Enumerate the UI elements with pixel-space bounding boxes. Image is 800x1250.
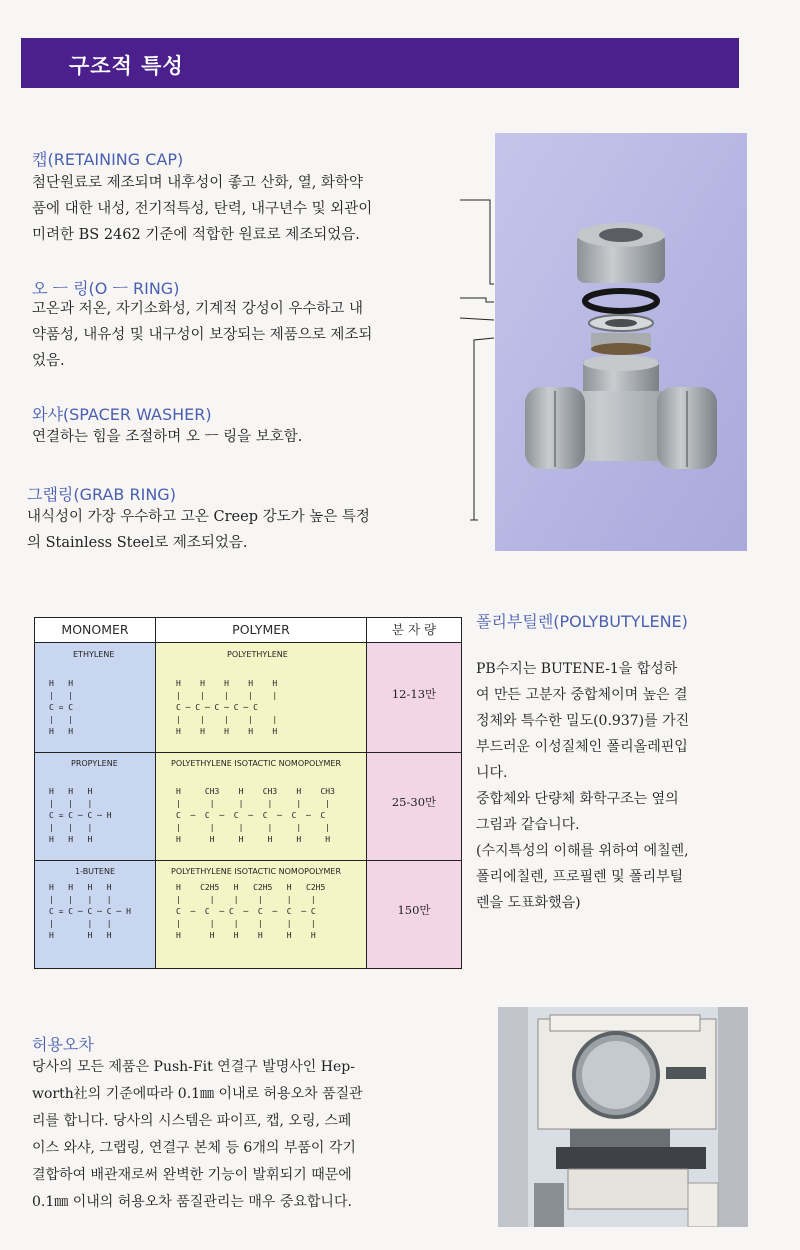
pipe-fitting-photo (495, 133, 747, 551)
washer-description (32, 424, 452, 450)
molecular-weight: 150만 (397, 903, 431, 917)
oring-description (32, 296, 452, 374)
washer-line: 연결하는 힘을 조절하며 오 ㅡ 링을 보호함. (32, 429, 303, 445)
page-header (21, 38, 739, 88)
molecular-weight: 12-13만 (391, 687, 437, 701)
oring-line: 었음. (32, 353, 65, 369)
pb-line: 니다. (476, 765, 508, 781)
monomer-header: MONOMER (35, 618, 156, 643)
page-title: 구조적 특성 (69, 54, 184, 78)
cap-title: 캡(RETAINING CAP) (32, 150, 184, 169)
tolerance-line: worth社의 기준에따라 0.1㎜ 이내로 허용오차 품질관 (32, 1086, 363, 1102)
pb-line: 렌을 도표화했음) (476, 895, 581, 911)
weight-header: 분 자 량 (367, 618, 461, 643)
cap-line: 품에 대한 내성, 전기적특성, 탄력, 내구년수 및 외관이 (32, 201, 373, 217)
polymer-structure: H CH3 H CH3 H CH3 | | | | | | C ─ C ─ C ─ C ─ C ─ C | | | | | | H H H H H H (176, 787, 335, 844)
pb-line: 여 만든 고분자 중합체이며 높은 결 (476, 687, 688, 703)
polymer-name: POLYETHYLENE ISOTACTIC NOMOPOLYMER (171, 759, 342, 768)
oring-title: 오 ㅡ 링(O ㅡ RING) (32, 279, 180, 298)
oring-line: 고온과 저온, 자기소화성, 기계적 강성이 우수하고 내 (32, 301, 364, 317)
tolerance-line: 0.1㎜ 이내의 허용오차 품질관리는 매우 중요합니다. (32, 1194, 352, 1210)
tolerance-description (32, 1054, 462, 1216)
pb-line: PB수지는 BUTENE-1을 합성하 (476, 661, 678, 677)
polymer-name: POLYETHYLENE ISOTACTIC NOMOPOLYMER (171, 867, 342, 876)
row-divider (35, 752, 461, 753)
monomer-structure: H H H H | | | | C = C ─ C ─ C ─ H | | | H H H (49, 883, 131, 940)
polybutylene-description (476, 656, 776, 916)
callout-lines (460, 190, 500, 540)
tolerance-line: 리를 합니다. 당사의 시스템은 파이프, 캡, 오링, 스페 (32, 1113, 352, 1129)
tolerance-line: 당사의 모든 제품은 Push-Fit 연결구 발명사인 Hep- (32, 1059, 355, 1075)
pb-line: 그림과 같습니다. (476, 817, 580, 833)
monomer-name: 1-BUTENE (75, 867, 116, 876)
monomer-structure: H H H | | | C = C ─ C ─ H | | | H H H (49, 787, 112, 844)
molecular-weight: 25-30만 (391, 795, 437, 809)
cap-description (32, 170, 452, 248)
monomer-name: PROPYLENE (71, 759, 118, 768)
grab-line: 내식성이 가장 우수하고 고온 Creep 강도가 높은 특정 (27, 509, 370, 525)
pb-line: 정체와 특수한 밀도(0.937)를 가진 (476, 713, 690, 729)
pb-line: 부드러운 이성질체인 폴리올레핀입 (476, 739, 688, 755)
tolerance-title: 허용오차 (32, 1035, 94, 1054)
monomer-structure: H H | | C = C | | H H (49, 679, 74, 736)
tolerance-line: 결합하여 배관재로써 완벽한 기능이 발휘되기 때문에 (32, 1167, 352, 1183)
grab-description (27, 504, 447, 556)
grab-title: 그랩링(GRAB RING) (27, 485, 176, 504)
cap-line: 첨단원료로 제조되며 내후성이 좋고 산화, 열, 화학약 (32, 175, 364, 191)
polymer-structure: H H H H H | | | | | C ─ C ─ C ─ C ─ C | | | | | H H H H H (176, 679, 278, 736)
chemical-structure-table (34, 617, 462, 969)
polymer-name: POLYETHYLENE (227, 650, 288, 659)
polymer-structure: H C2H5 H C2H5 H C2H5 | | | | | | C ─ C ─ C ─ C ─ C ─ C | | | | | | H H H H H H (176, 883, 326, 940)
cap-line: 미려한 BS 2462 기준에 적합한 원료로 제조되었음. (32, 227, 360, 243)
monomer-name: ETHYLENE (73, 650, 115, 659)
grab-line: 의 Stainless Steel로 제조되었음. (27, 535, 248, 551)
pb-line: 중합체와 단량체 화학구조는 옆의 (476, 791, 679, 807)
polybutylene-title: 폴리부틸렌(POLYBUTYLENE) (476, 612, 688, 631)
washer-title: 와샤(SPACER WASHER) (32, 405, 212, 424)
pb-line: (수지특성의 이해를 위하여 에칠렌, (476, 843, 689, 859)
pb-line: 폴리에칠렌, 프로필렌 및 폴리부틸 (476, 869, 684, 885)
tolerance-line: 이스 와샤, 그랩링, 연결구 본체 등 6개의 부품이 각기 (32, 1140, 356, 1156)
oring-line: 약품성, 내유성 및 내구성이 보장되는 제품으로 제조되 (32, 327, 373, 343)
polymer-header: POLYMER (156, 618, 367, 643)
measuring-machine-photo (498, 1007, 748, 1227)
row-divider (35, 860, 461, 861)
